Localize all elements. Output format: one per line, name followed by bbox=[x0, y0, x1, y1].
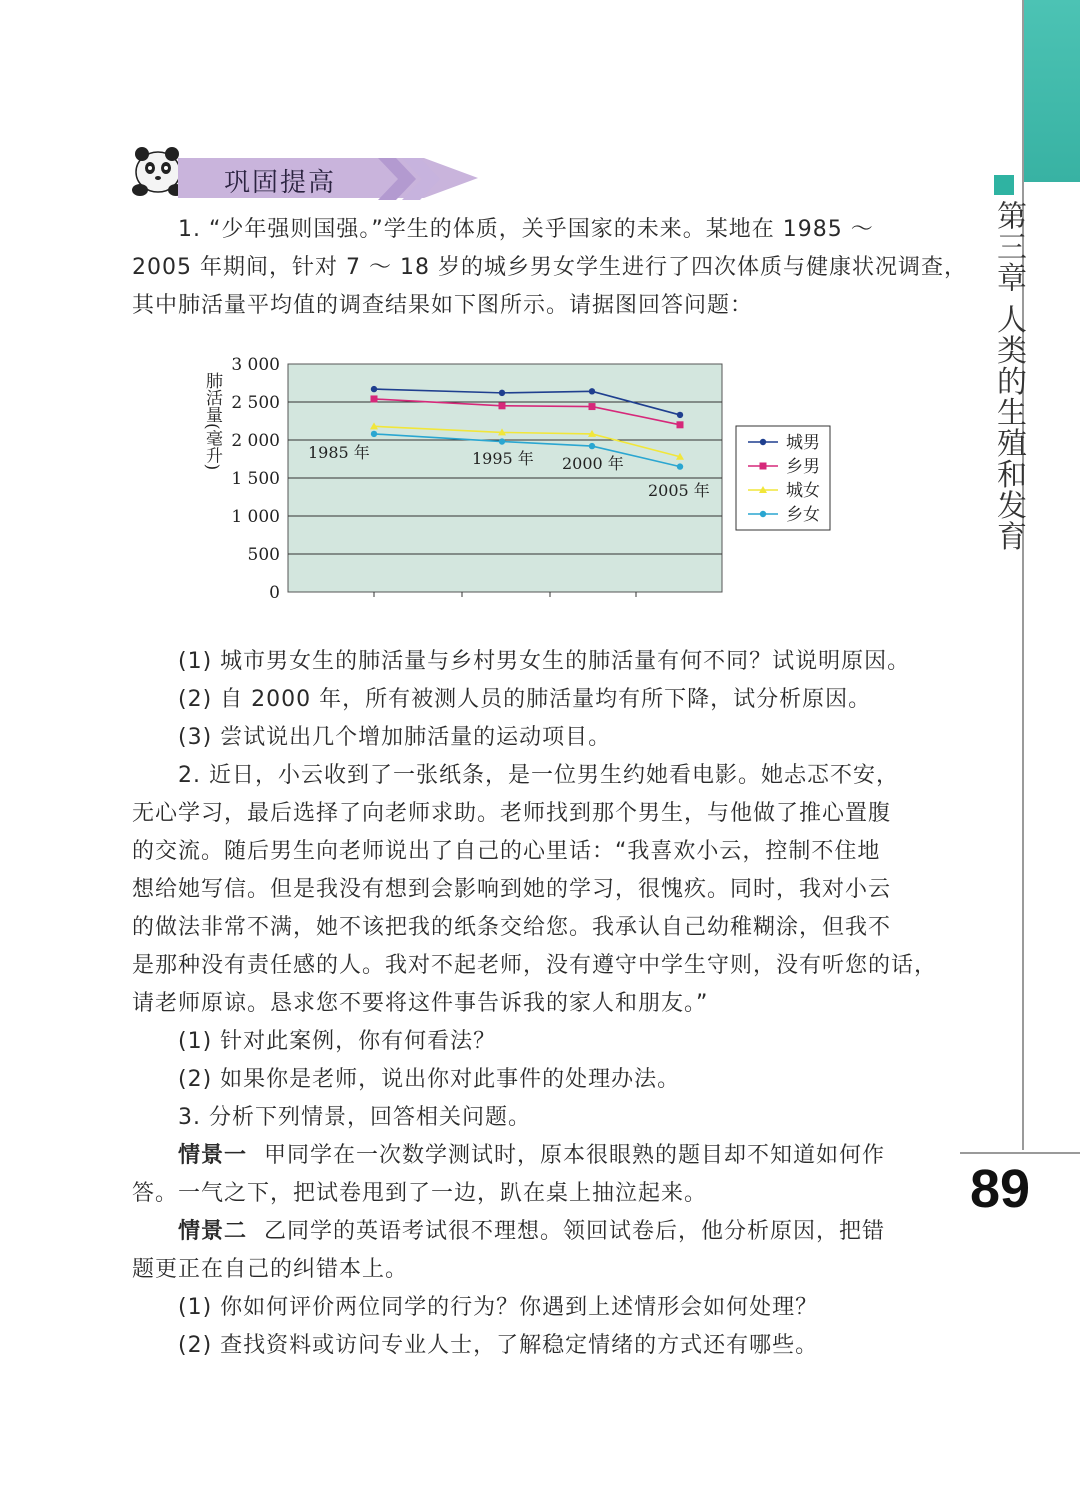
q2-line-3: 的交流。随后男生向老师说出了自己的心里话：“我喜欢小云，控制不住地 bbox=[132, 839, 881, 864]
q3-intro: 3. 分析下列情景，回答相关问题。 bbox=[178, 1105, 531, 1130]
y-tick-label: 0 bbox=[269, 583, 280, 603]
data-point bbox=[677, 421, 684, 428]
y-tick-label: 3 000 bbox=[231, 355, 280, 375]
y-tick-label: 500 bbox=[247, 545, 280, 565]
q1-sub-2: (2) 自 2000 年，所有被测人员的肺活量均有所下降，试分析原因。 bbox=[178, 687, 872, 712]
data-point bbox=[589, 443, 595, 449]
y-axis-label: 肺活量(毫升) bbox=[202, 372, 222, 471]
q1-sub-3: (3) 尝试说出几个增加肺活量的运动项目。 bbox=[178, 725, 612, 750]
year-label: 1985 年 bbox=[308, 443, 370, 462]
legend-marker bbox=[760, 439, 766, 445]
q3-sub-1: (1) 你如何评价两位同学的行为？你遇到上述情形会如何处理？ bbox=[178, 1295, 819, 1320]
scene-2-line-2: 题更正在自己的纠错本上。 bbox=[132, 1257, 409, 1282]
q2-line-2: 无心学习，最后选择了向老师求助。老师找到那个男生，与他做了推心置腹 bbox=[132, 801, 892, 826]
q1-intro-line-2: 2005 年期间，针对 7 ～ 18 岁的城乡男女学生进行了四次体质与健康状况调查， bbox=[132, 255, 967, 280]
q1-sub-1: (1) 城市男女生的肺活量与乡村男女生的肺活量有何不同？试说明原因。 bbox=[178, 649, 911, 674]
legend-marker bbox=[760, 463, 767, 470]
scene-1-line-2: 答。一气之下，把试卷甩到了一边，趴在桌上抽泣起来。 bbox=[132, 1181, 708, 1206]
q2-line-5: 的做法非常不满，她不该把我的纸条交给您。我承认自己幼稚糊涂，但我不 bbox=[132, 915, 892, 940]
year-label: 2000 年 bbox=[562, 454, 624, 473]
y-tick-label: 1 000 bbox=[231, 507, 280, 527]
q1-intro-line-3: 其中肺活量平均值的调查结果如下图所示。请据图回答问题： bbox=[132, 293, 754, 318]
data-point bbox=[589, 388, 595, 394]
q3-sub-2: (2) 查找资料或访问专业人士，了解稳定情绪的方式还有哪些。 bbox=[178, 1333, 819, 1358]
legend-marker bbox=[760, 511, 766, 517]
q2-line-1: 2. 近日，小云收到了一张纸条，是一位男生约她看电影。她忐忑不安， bbox=[178, 763, 899, 788]
q2-line-6: 是那种没有责任感的人。我对不起老师，没有遵守中学生守则，没有听您的话， bbox=[132, 953, 938, 978]
q2-line-7: 请老师原谅。恳求您不要将这件事告诉我的家人和朋友。” bbox=[132, 991, 709, 1016]
data-point bbox=[589, 403, 596, 410]
data-point bbox=[499, 390, 505, 396]
q2-sub-1: (1) 针对此案例，你有何看法？ bbox=[178, 1029, 497, 1054]
section-title: 巩固提高 bbox=[224, 168, 337, 198]
chapter-title-vertical: 第三章 人类的生殖和发育 bbox=[991, 200, 1026, 552]
q2-line-4: 想给她写信。但是我没有想到会影响到她的学习，很愧疚。同时，我对小云 bbox=[132, 877, 892, 902]
q1-intro-line-1: 1. “少年强则国强。”学生的体质，关乎国家的未来。某地在 1985 ～ bbox=[178, 217, 874, 242]
year-label: 2005 年 bbox=[648, 481, 710, 500]
chevron-right-icon bbox=[378, 158, 458, 200]
legend-label: 乡男 bbox=[786, 457, 820, 477]
legend-label: 城女 bbox=[786, 481, 820, 501]
y-tick-label: 2 500 bbox=[231, 393, 280, 413]
y-tick-label: 2 000 bbox=[231, 431, 280, 451]
scene-1-line-1: 甲同学在一次数学测试时，原本很眼熟的题目却不知道如何作 bbox=[264, 1143, 886, 1168]
y-tick-label: 1 500 bbox=[231, 469, 280, 489]
data-point bbox=[371, 431, 377, 437]
data-point bbox=[499, 438, 505, 444]
scene-1-label: 情景一 bbox=[178, 1143, 248, 1168]
data-point bbox=[371, 386, 377, 392]
lung-capacity-chart bbox=[190, 350, 850, 620]
q2-sub-2: (2) 如果你是老师，说出你对此事件的处理办法。 bbox=[178, 1067, 681, 1092]
page-number-rule bbox=[960, 1152, 1080, 1154]
legend-label: 乡女 bbox=[786, 505, 820, 525]
data-point bbox=[677, 463, 683, 469]
scene-2-label: 情景二 bbox=[178, 1219, 248, 1244]
chapter-marker-square bbox=[994, 175, 1014, 195]
data-point bbox=[677, 412, 683, 418]
section-banner bbox=[128, 140, 458, 200]
year-label: 1995 年 bbox=[472, 449, 534, 468]
scene-2-line-1: 乙同学的英语考试很不理想。领回试卷后，他分析原因，把错 bbox=[264, 1219, 886, 1244]
legend-label: 城男 bbox=[786, 433, 820, 453]
data-point bbox=[371, 395, 378, 402]
chapter-color-tab bbox=[1024, 0, 1080, 182]
data-point bbox=[499, 402, 506, 409]
margin-rule bbox=[1022, 0, 1024, 1150]
page-number: 89 bbox=[969, 1159, 1031, 1219]
